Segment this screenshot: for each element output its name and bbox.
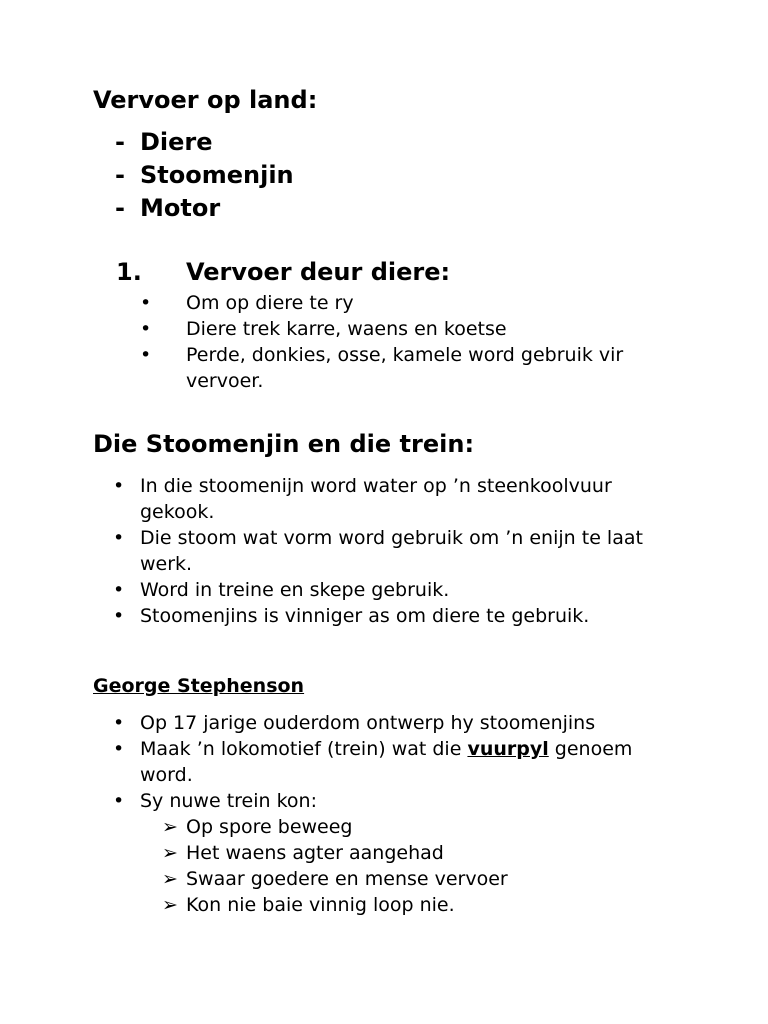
heading-section1: Vervoer deur diere: — [186, 258, 451, 286]
bullet-marker: • — [113, 579, 125, 601]
list-item-text: Op spore beweeg — [186, 816, 353, 838]
list-item-text: Stoomenjins is vinniger as om diere te gebruik. — [140, 605, 590, 627]
bullet-marker: • — [113, 738, 125, 760]
section-number: 1. — [116, 258, 142, 286]
heading-steam: Die Stoomenjin en die trein: — [93, 430, 475, 458]
arrow-bullet-icon: ➢ — [162, 868, 178, 890]
list-item-text: Perde, donkies, osse, kamele word gebruik vir vervoer. — [186, 344, 624, 392]
bullet-marker: • — [113, 527, 125, 549]
dash-item-motor: Motor — [140, 194, 221, 222]
list-item — [140, 342, 680, 394]
emphasis-vuurpyl: vuurpyl — [467, 738, 549, 760]
dash-marker: - — [115, 194, 125, 222]
list-item — [113, 788, 683, 814]
sub-list-item — [162, 892, 682, 918]
dash-marker: - — [115, 161, 125, 189]
list-item — [113, 710, 683, 736]
list-item-text — [140, 736, 683, 788]
text-segment: Maak ’n lokomotief (trein) wat die — [140, 738, 468, 760]
list-item-text: Kon nie baie vinnig loop nie. — [186, 894, 455, 916]
sub-list-item — [162, 866, 682, 892]
sub-list-item — [162, 814, 682, 840]
list-item — [140, 316, 680, 342]
sub-list-item — [162, 840, 682, 866]
list-item-text: Die stoom wat vorm word gebruik om ’n enijn te laat werk. — [140, 527, 643, 575]
list-item-text: Swaar goedere en mense vervoer — [186, 868, 508, 890]
arrow-bullet-icon: ➢ — [162, 894, 178, 916]
bullet-marker: • — [113, 475, 125, 497]
heading-stephenson: George Stephenson — [93, 675, 305, 697]
list-item — [113, 577, 683, 603]
dash-item-stoomenjin: Stoomenjin — [140, 161, 294, 189]
dash-marker: - — [115, 128, 125, 156]
arrow-bullet-icon: ➢ — [162, 842, 178, 864]
bullet-marker: • — [140, 292, 152, 314]
list-item — [113, 525, 683, 577]
text-segment: genoem word. — [140, 738, 633, 786]
list-item — [140, 290, 680, 316]
heading-land: Vervoer op land: — [93, 86, 318, 114]
bullet-marker: • — [140, 318, 152, 340]
list-item-text: Sy nuwe trein kon: — [140, 790, 317, 812]
bullet-marker: • — [113, 605, 125, 627]
arrow-bullet-icon: ➢ — [162, 816, 178, 838]
list-item-text: Om op diere te ry — [186, 292, 354, 314]
list-item-text: Op 17 jarige ouderdom ontwerp hy stoomenjins — [140, 712, 596, 734]
list-item-text: In die stoomenijn word water op ’n steenkoolvuur gekook. — [140, 475, 612, 523]
bullet-marker: • — [140, 344, 152, 366]
bullet-marker: • — [113, 712, 125, 734]
list-item-text: Het waens agter aangehad — [186, 842, 444, 864]
list-item-text: Word in treine en skepe gebruik. — [140, 579, 450, 601]
list-item — [113, 603, 683, 629]
list-item — [113, 736, 683, 788]
dash-item-diere: Diere — [140, 128, 213, 156]
list-item-text: Diere trek karre, waens en koetse — [186, 318, 507, 340]
list-item — [113, 473, 683, 525]
bullet-marker: • — [113, 790, 125, 812]
